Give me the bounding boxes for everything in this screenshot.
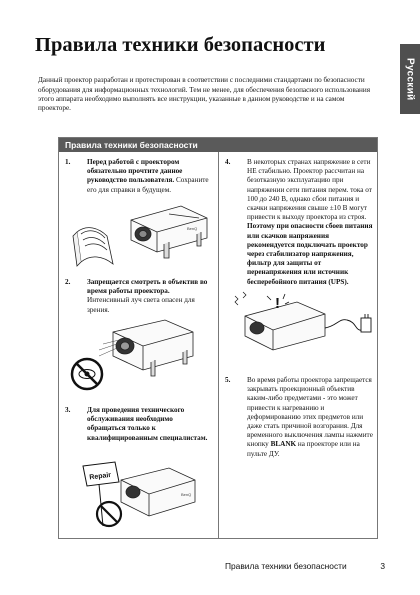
projector-brand-label: BenQ	[187, 226, 198, 231]
page-number: 3	[380, 561, 385, 571]
intro-paragraph: Данный проектор разработан и протестирован в соответствии с последними стандартами по безопасности оборудования для информационных технологий. Тем не менее, для обеспечения безопасного использования этого аппарата необходимо выполнять все инструкции, указанные в данном руководстве и на самом проекторе.	[38, 76, 371, 113]
item-number: 2.	[65, 278, 71, 286]
item-text: Сохраните его для справки в будущем.	[87, 176, 209, 194]
footer-label: Правила техники безопасности	[225, 561, 347, 571]
column-divider	[218, 152, 219, 538]
repair-sign-icon	[83, 462, 119, 526]
safety-item-4	[225, 158, 375, 287]
page-title: Правила техники безопасности	[35, 34, 326, 56]
item-number: 4.	[225, 158, 231, 166]
item-text: В некоторых странах напряжение в сети НЕ стабильно. Проектор рассчитан на безотказную эксплуатацию при напряжении сети питания перем. тока от 100 до 240 В, однако сбои питания и скачки напряжения свыше ±10 В могут привести к выходу проектора из строя.	[247, 158, 372, 222]
safety-item-5	[225, 376, 375, 459]
item-bold-text: Для проведения технического обслуживания необходимо обращаться только к квалифицированным специалистам.	[87, 406, 208, 442]
no-look-illustration	[69, 316, 217, 394]
manual-book-icon	[73, 228, 113, 266]
item-bold-text: Перед работой с проектором обязательно прочтите данное руководство пользователя.	[87, 158, 183, 185]
safety-box	[58, 137, 378, 539]
safety-item-1	[65, 158, 213, 195]
item-bold-text: BLANK	[270, 440, 297, 449]
warning-mark: !	[275, 295, 280, 312]
safety-item-3	[65, 406, 213, 443]
projector-icon	[131, 206, 207, 258]
projector-icon	[113, 320, 193, 376]
item-bold-text: Запрещается смотреть в объектив во время работы проектора.	[87, 278, 208, 296]
item-number: 1.	[65, 158, 71, 166]
item-text: Во время работы проектора запрещается закрывать проекционный объектив каким-либо предметами - это может привести к нагреванию и деформированию этих предметов или даже стать причиной возгорания. Для временного выключения лампы нажмите кнопку	[247, 376, 373, 449]
no-eye-icon	[72, 359, 102, 389]
no-repair-icon	[97, 502, 121, 526]
item-bold-text: Поэтому при опасности сбоев питания или скачков напряжения рекомендуется подключать проектор через стабилизатор напряжения, фильтр для защиты от перенапряжения или источник бесперебойного питания (UPS).	[247, 222, 373, 286]
page-footer	[225, 561, 385, 571]
item-number: 3.	[65, 406, 71, 414]
language-tab-label: Русский	[404, 57, 416, 101]
projector-brand-label: BenQ	[181, 492, 192, 497]
projector-icon	[245, 302, 325, 350]
repair-illustration	[69, 456, 217, 536]
item-number: 5.	[225, 376, 231, 384]
power-surge-illustration	[227, 288, 375, 358]
repair-label: Repair	[88, 471, 112, 482]
manual-projector-illustration	[69, 194, 217, 270]
item-text: Интенсивный луч света опасен для зрения.	[87, 296, 195, 314]
item-text: на проекторе или на пульте ДУ.	[247, 440, 360, 458]
safety-box-header: Правила техники безопасности	[59, 138, 377, 152]
language-tab	[400, 44, 420, 114]
safety-item-2	[65, 278, 213, 315]
power-cord-icon	[325, 314, 371, 332]
